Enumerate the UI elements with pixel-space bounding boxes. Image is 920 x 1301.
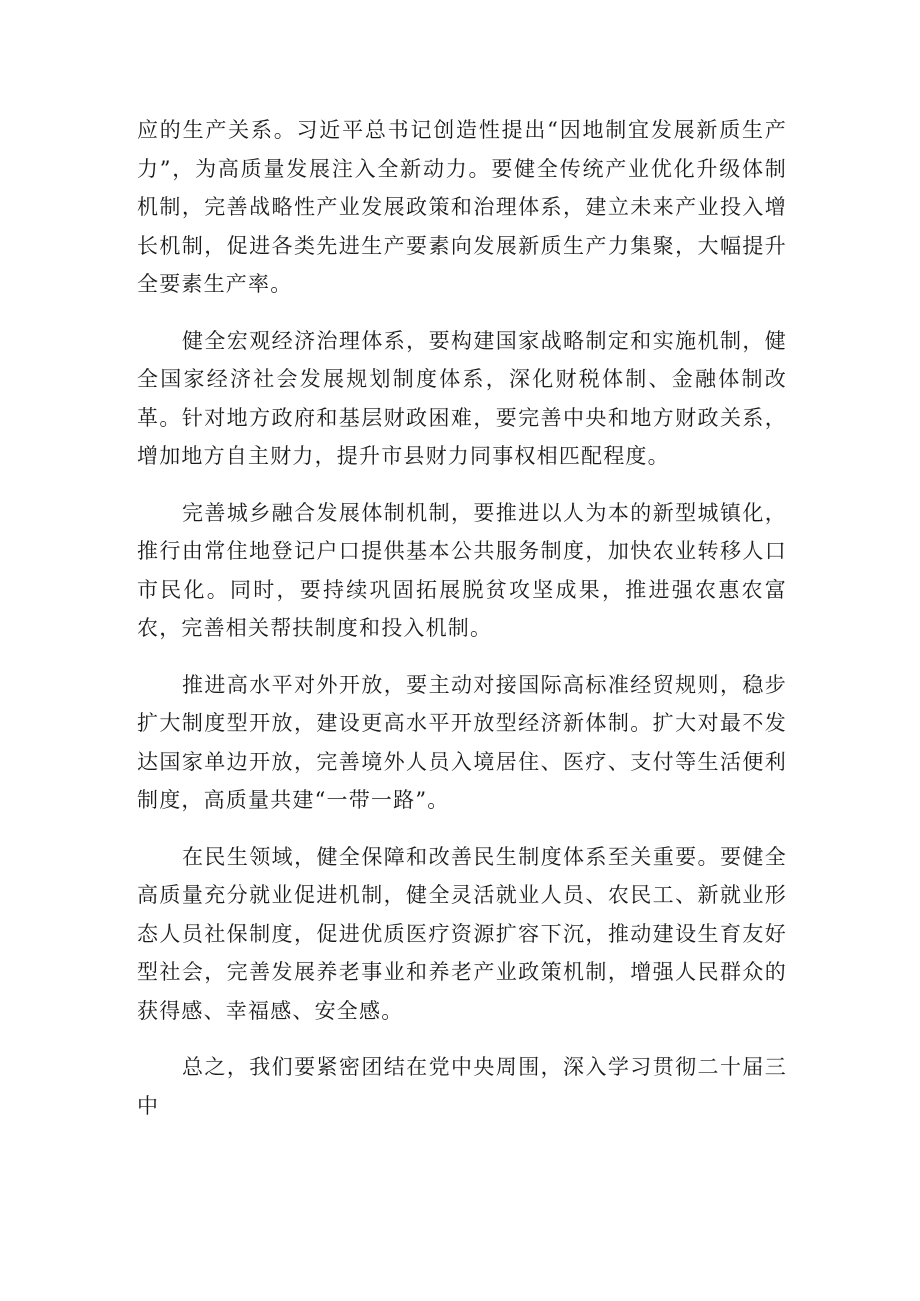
paragraph-conclusion: 总之，我们要紧密团结在党中央周围，深入学习贯彻二十届三中 — [137, 1055, 787, 1118]
paragraph-new-productive-forces: 应的生产关系。习近平总书记创造性提出“因地制宜发展新质生产力”，为高质量发展注入全新动力。要健全传统产业优化升级体制机制，完善战略性产业发展政策和治理体系，建立未来产业投入增长机制，促进各类先进生产要素向发展新质生产力集聚，大幅提升全要素生产率。 — [137, 118, 787, 296]
paragraph-opening-up: 推进高水平对外开放，要主动对接国际高标准经贸规则，稳步扩大制度型开放，建设更高水平开放型经济新体制。扩大对最不发达国家单边开放，完善境外人员入境居住、医疗、支付等生活便利制度，高质量共建“一带一路”。 — [137, 672, 787, 812]
paragraph-urban-rural-integration: 完善城乡融合发展体制机制，要推进以人为本的新型城镇化，推行由常住地登记户口提供基本公共服务制度，加快农业转移人口市民化。同时，要持续巩固拓展脱贫攻坚成果，推进强农惠农富农，完善相关帮扶制度和投入机制。 — [137, 500, 787, 640]
paragraph-people-livelihood: 在民生领域，健全保障和改善民生制度体系至关重要。要健全高质量充分就业促进机制，健全灵活就业人员、农民工、新就业形态人员社保制度，促进优质医疗资源扩容下沉，推动建设生育友好型社会，完善发展养老事业和养老产业政策机制，增强人民群众的获得感、幸福感、安全感。 — [137, 844, 787, 1023]
document-body — [137, 111, 787, 1143]
paragraph-macro-economic-governance: 健全宏观经济治理体系，要构建国家战略制定和实施机制，健全国家经济社会发展规划制度体系，深化财税体制、金融体制改革。针对地方政府和基层财政困难，要完善中央和地方财政关系，增加地方自主财力，提升市县财力同事权相匹配程度。 — [137, 328, 787, 468]
